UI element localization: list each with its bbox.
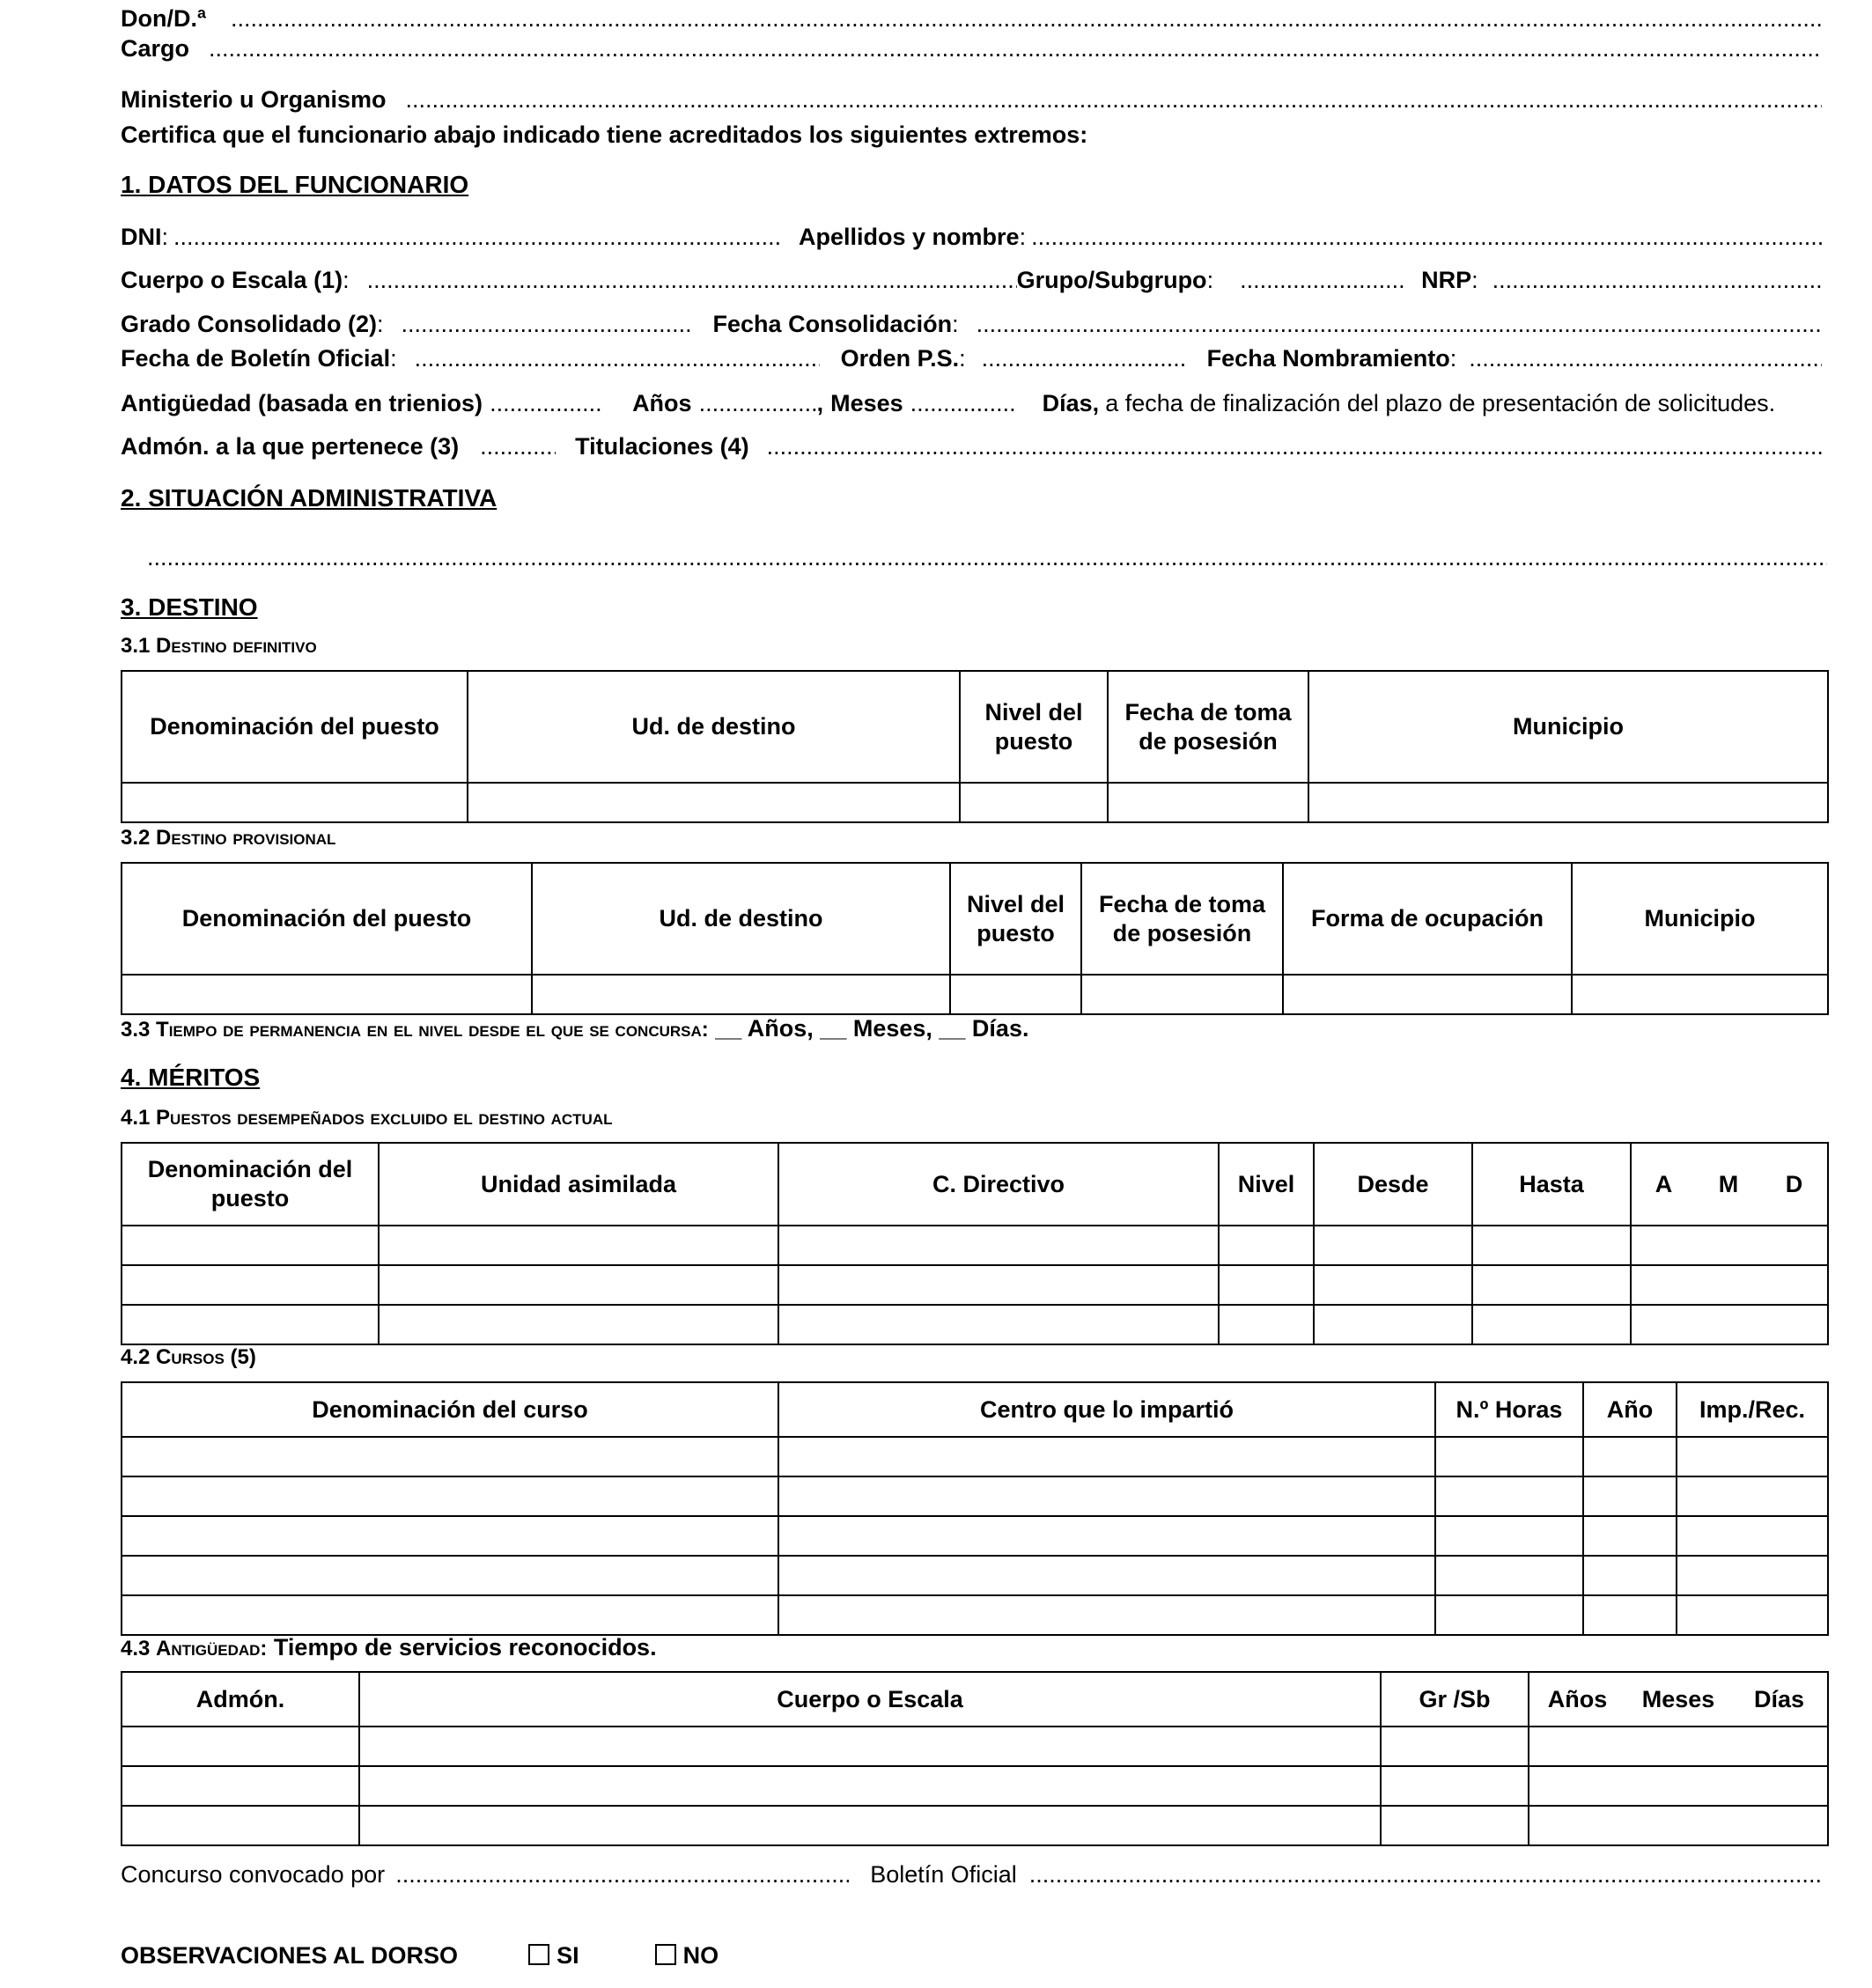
table-cell[interactable]	[1631, 1226, 1828, 1265]
section3-3-tail: __ Años, __ Meses, __ Días.	[708, 1015, 1029, 1042]
fecha-boletin-field[interactable]	[415, 345, 820, 372]
section4-2-tail: (5)	[224, 1345, 256, 1369]
don-label: Don/D.ª	[121, 5, 206, 32]
table-row	[122, 1766, 1828, 1806]
table-header-cell: Nivel del puesto	[960, 671, 1108, 783]
table-cell[interactable]	[1219, 1265, 1314, 1305]
table-cell[interactable]	[1583, 1476, 1677, 1516]
fecha-nombramiento-field[interactable]	[1469, 345, 1822, 372]
cuerpo-field[interactable]	[367, 267, 1017, 294]
section4-title: 4. MÉRITOS	[121, 1064, 261, 1091]
situacion-line	[147, 544, 1827, 571]
section4-1-title	[121, 1106, 613, 1130]
table-cell[interactable]	[1677, 1556, 1828, 1595]
table-cell[interactable]	[122, 783, 468, 822]
table-cell[interactable]	[122, 1437, 778, 1476]
table-cell[interactable]	[122, 1556, 778, 1595]
table-cell[interactable]	[950, 975, 1081, 1014]
table-cell[interactable]	[1308, 783, 1828, 822]
table-cell[interactable]	[778, 1595, 1435, 1635]
cargo-line	[121, 35, 1827, 63]
titulaciones-field[interactable]	[767, 433, 1822, 460]
boletin-label: Boletín Oficial	[870, 1861, 1017, 1888]
section4-1-number: 4.1	[121, 1106, 157, 1130]
table-cell[interactable]	[1472, 1265, 1631, 1305]
table-header-cell: Gr /Sb	[1381, 1672, 1529, 1727]
antiguedad-field[interactable]	[490, 390, 602, 417]
table-cell[interactable]	[1314, 1305, 1472, 1344]
table-cell[interactable]	[1435, 1476, 1583, 1516]
table-cell[interactable]	[1472, 1305, 1631, 1344]
section4-2-text: Cursos	[156, 1345, 225, 1369]
section3-3-text: Tiempo de permanencia en el nivel desde el que se concursa:	[156, 1018, 709, 1042]
section3-2-number: 3.2	[121, 826, 157, 850]
section2-title: 2. SITUACIÓN ADMINISTRATIVA	[121, 484, 497, 512]
table-header-cell: Hasta	[1472, 1143, 1631, 1226]
orden-label: Orden P.S.	[840, 345, 960, 372]
fecha-boletin-label: Fecha de Boletín Oficial	[121, 345, 391, 372]
apellidos-label: Apellidos y nombre	[799, 224, 1020, 250]
table-header-cell: Denominación del curso	[122, 1382, 778, 1437]
table-cell[interactable]	[1677, 1516, 1828, 1556]
table-cell[interactable]	[778, 1305, 1219, 1344]
table-row	[122, 1226, 1828, 1265]
table-cell[interactable]	[1108, 783, 1308, 822]
apellidos-field[interactable]	[1031, 224, 1822, 251]
section3-1-title	[121, 634, 317, 659]
grado-field[interactable]	[402, 311, 692, 338]
table-cell[interactable]	[122, 1595, 778, 1635]
observaciones-label: OBSERVACIONES AL DORSO	[121, 1942, 459, 1969]
grado-label: Grado Consolidado (2)	[121, 311, 378, 337]
table-cell[interactable]	[1677, 1595, 1828, 1635]
table-cell[interactable]	[122, 1226, 379, 1265]
ministerio-label: Ministerio u Organismo	[121, 86, 387, 113]
don-field[interactable]	[231, 5, 1822, 33]
fecha-consolidacion-label: Fecha Consolidación	[712, 311, 953, 337]
checkbox-icon[interactable]	[528, 1944, 549, 1965]
table-cell[interactable]	[1529, 1806, 1828, 1845]
table-header-cell: Nivel	[1219, 1143, 1314, 1226]
table-row	[122, 1305, 1828, 1344]
table-header-cell: Denominación del puesto	[122, 863, 532, 975]
table-cell[interactable]	[122, 1516, 778, 1556]
table-row	[122, 1437, 1828, 1476]
table-row	[122, 783, 1828, 822]
table-cell[interactable]	[1583, 1516, 1677, 1556]
table-cell[interactable]	[1435, 1556, 1583, 1595]
table-header-cell: Cuerpo o Escala	[359, 1672, 1381, 1727]
table-header-cell: Centro que lo impartió	[778, 1382, 1435, 1437]
concurso-field[interactable]	[395, 1861, 849, 1889]
section1-title: 1. DATOS DEL FUNCIONARIO	[121, 171, 469, 198]
cursos-table	[121, 1381, 1829, 1636]
table-cell[interactable]	[1631, 1265, 1828, 1305]
section4-3-number: 4.3	[121, 1637, 157, 1660]
table-header-row	[122, 863, 1828, 975]
destino-definitivo-table	[121, 670, 1829, 823]
situacion-field[interactable]	[147, 544, 1827, 571]
table-cell[interactable]	[1381, 1766, 1529, 1806]
table-header-cell: Fecha de toma de posesión	[1108, 671, 1308, 783]
titulaciones-label: Titulaciones (4)	[575, 433, 749, 460]
table-row	[122, 1727, 1828, 1766]
table-cell[interactable]	[1472, 1226, 1631, 1265]
table-cell[interactable]	[960, 783, 1108, 822]
puestos-table	[121, 1142, 1829, 1345]
section4-3-title	[121, 1634, 657, 1661]
table-cell[interactable]	[778, 1476, 1435, 1516]
dni-label: DNI	[121, 224, 162, 250]
table-cell[interactable]	[1435, 1595, 1583, 1635]
section4-2-number: 4.2	[121, 1345, 157, 1369]
dni-field[interactable]	[173, 224, 781, 251]
nrp-label: NRP	[1421, 267, 1472, 293]
table-header-cell: Forma de ocupación	[1283, 863, 1572, 975]
table-header-cell: M	[1696, 1143, 1761, 1226]
antiguedad-table	[121, 1671, 1829, 1846]
table-row	[122, 1595, 1828, 1635]
table-header-cell: Año	[1583, 1382, 1677, 1437]
table-header-cell: Días	[1731, 1672, 1828, 1727]
section4-3-text: Antigüedad:	[156, 1637, 268, 1660]
table-cell[interactable]	[1572, 975, 1828, 1014]
table-cell[interactable]	[122, 1265, 379, 1305]
table-cell[interactable]	[122, 1305, 379, 1344]
table-row	[122, 1265, 1828, 1305]
table-cell[interactable]	[532, 975, 950, 1014]
table-header-cell: Ud. de destino	[532, 863, 950, 975]
table-header-cell: Municipio	[1308, 671, 1828, 783]
table-cell[interactable]	[778, 1556, 1435, 1595]
section4-3-tail: Tiempo de servicios reconocidos.	[267, 1634, 657, 1660]
table-header-cell: Unidad asimilada	[379, 1143, 778, 1226]
table-header-cell: Desde	[1314, 1143, 1472, 1226]
table-cell[interactable]	[359, 1727, 1381, 1766]
table-cell[interactable]	[1081, 975, 1283, 1014]
certifica-text: Certifica que el funcionario abajo indicado tiene acreditados los siguientes extremos:	[121, 121, 1088, 148]
section3-1-text: Destino definitivo	[156, 634, 317, 658]
section3-3-title	[121, 1015, 1028, 1042]
fecha-consolidacion-field[interactable]	[977, 311, 1822, 338]
table-cell[interactable]	[1314, 1265, 1472, 1305]
fecha-nombramiento-label: Fecha Nombramiento	[1206, 345, 1450, 372]
cargo-field[interactable]	[209, 35, 1822, 63]
table-cell[interactable]	[778, 1437, 1435, 1476]
table-row	[122, 1516, 1828, 1556]
table-cell[interactable]	[1219, 1305, 1314, 1344]
cuerpo-line: Cuerpo o Escala (1) : ..... Grupo/Subgrupo : ..... NRP : .....	[121, 267, 1827, 294]
section4-2-title	[121, 1345, 256, 1370]
cargo-label: Cargo	[121, 35, 190, 62]
table-header-cell: Fecha de toma de posesión	[1081, 863, 1283, 975]
table-header-cell: C. Directivo	[778, 1143, 1219, 1226]
table-cell[interactable]	[1529, 1727, 1828, 1766]
table-header-cell: Nivel del puesto	[950, 863, 1081, 975]
table-header-row	[122, 1672, 1828, 1727]
meses-field[interactable]	[910, 390, 1018, 417]
admon-line	[121, 433, 1827, 460]
section3-2-title	[121, 826, 335, 850]
table-header-cell: Denominación del puesto	[122, 1143, 379, 1226]
section3-title: 3. DESTINO	[121, 593, 258, 621]
table-cell[interactable]	[122, 1806, 359, 1845]
table-header-row	[122, 671, 1828, 783]
table-cell[interactable]	[1631, 1305, 1828, 1344]
concurso-line	[121, 1861, 1827, 1889]
anos-field[interactable]	[699, 390, 817, 417]
table-cell[interactable]	[1381, 1806, 1529, 1845]
destino-provisional-table	[121, 862, 1829, 1015]
no-label: NO	[682, 1942, 719, 1969]
table-cell[interactable]	[1435, 1516, 1583, 1556]
table-cell[interactable]	[359, 1766, 1381, 1806]
table-cell[interactable]	[379, 1265, 778, 1305]
anos-label: Años	[632, 390, 692, 416]
table-cell[interactable]	[778, 1516, 1435, 1556]
table-cell[interactable]	[1677, 1437, 1828, 1476]
grupo-field[interactable]	[1240, 267, 1407, 294]
table-row	[122, 1806, 1828, 1845]
table-header-cell: Años	[1529, 1672, 1625, 1727]
table-cell[interactable]	[1529, 1766, 1828, 1806]
si-option[interactable]	[528, 1942, 579, 1970]
table-cell[interactable]	[379, 1305, 778, 1344]
table-cell[interactable]	[122, 1727, 359, 1766]
table-cell[interactable]	[1583, 1556, 1677, 1595]
si-label: SI	[556, 1942, 579, 1969]
boletin-field[interactable]	[1029, 1861, 1822, 1889]
a-fecha-text: a fecha de finalización del plazo de presentación de solicitudes.	[1105, 390, 1776, 416]
nrp-field[interactable]	[1492, 267, 1822, 294]
table-row	[122, 1556, 1828, 1595]
table-cell[interactable]	[1583, 1595, 1677, 1635]
table-header-row	[122, 1143, 1828, 1226]
table-cell[interactable]	[1381, 1727, 1529, 1766]
table-cell[interactable]	[778, 1226, 1219, 1265]
table-cell[interactable]	[1314, 1226, 1472, 1265]
section3-3-number: 3.3	[121, 1018, 157, 1042]
table-header-cell: Meses	[1625, 1672, 1731, 1727]
observaciones-line	[121, 1942, 1827, 1970]
table-row	[122, 1476, 1828, 1516]
table-row	[122, 975, 1828, 1014]
table-header-cell: Ud. de destino	[468, 671, 960, 783]
table-cell[interactable]	[1677, 1476, 1828, 1516]
table-cell[interactable]	[359, 1806, 1381, 1845]
table-header-cell: Imp./Rec.	[1677, 1382, 1828, 1437]
admon-label: Admón. a la que pertenece (3)	[121, 433, 460, 460]
dni-line: DNI : ..... Apellidos y nombre : .....	[121, 224, 1827, 251]
table-header-cell: Municipio	[1572, 863, 1828, 975]
certifica-line	[121, 121, 1827, 149]
table-header-cell: N.º Horas	[1435, 1382, 1583, 1437]
table-cell[interactable]	[1583, 1437, 1677, 1476]
table-cell[interactable]	[1283, 975, 1572, 1014]
cuerpo-label: Cuerpo o Escala (1)	[121, 267, 343, 293]
table-cell[interactable]	[778, 1265, 1219, 1305]
table-cell[interactable]	[1219, 1226, 1314, 1265]
antiguedad-line: Antigüedad (basada en trienios) ..... Años ..... , Meses ..... Días, a fecha de finalización del plazo de presentación de solicitudes.	[121, 390, 1827, 417]
table-header-cell: Admón.	[122, 1672, 359, 1727]
table-cell[interactable]	[379, 1226, 778, 1265]
table-header-cell: D	[1761, 1143, 1828, 1226]
checkbox-icon[interactable]	[655, 1944, 676, 1965]
grado-line: Grado Consolidado (2) : ..... Fecha Consolidación : .....	[121, 311, 1827, 338]
table-cell[interactable]	[122, 975, 532, 1014]
table-cell[interactable]	[468, 783, 960, 822]
section3-2-text: Destino provisional	[156, 826, 336, 850]
table-cell[interactable]	[122, 1766, 359, 1806]
concurso-label: Concurso convocado por	[121, 1861, 386, 1888]
admon-field[interactable]	[480, 433, 556, 460]
dias-label: Días,	[1042, 390, 1100, 416]
section3-1-number: 3.1	[121, 634, 157, 658]
meses-label: Meses	[830, 390, 903, 416]
antiguedad-label: Antigüedad (basada en trienios)	[121, 390, 483, 416]
section4-1-text: Puestos desempeñados excluido el destino actual	[156, 1106, 613, 1130]
table-header-cell: Denominación del puesto	[122, 671, 468, 783]
table-header-row	[122, 1382, 1828, 1437]
table-header-cell: A	[1631, 1143, 1696, 1226]
table-cell[interactable]	[122, 1476, 778, 1516]
table-cell[interactable]	[1435, 1437, 1583, 1476]
no-option[interactable]	[655, 1942, 719, 1970]
grupo-label: Grupo/Subgrupo	[1016, 267, 1207, 293]
orden-field[interactable]	[982, 345, 1186, 372]
don-line	[121, 5, 1827, 33]
boletin-line: Fecha de Boletín Oficial : ..... Orden P.S. : ..... Fecha Nombramiento : .....	[121, 345, 1827, 372]
ministerio-line	[121, 86, 1827, 114]
ministerio-field[interactable]	[406, 86, 1822, 114]
